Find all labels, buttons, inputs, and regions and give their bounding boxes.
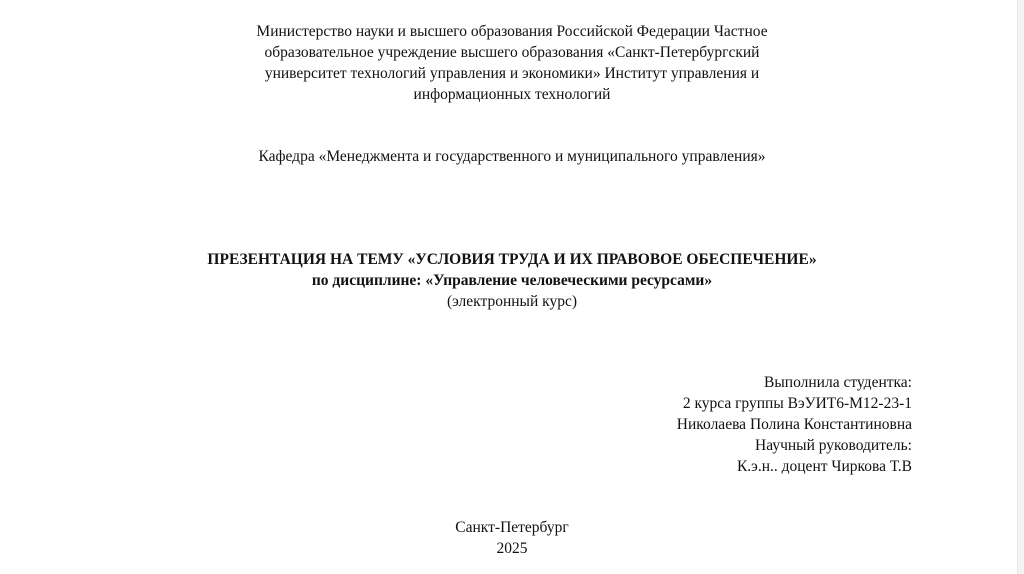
supervisor-name: К.э.н.. доцент Чиркова Т.В: [736, 458, 912, 475]
title-block: [0, 249, 1024, 312]
author-name: Николаева Полина Константиновна: [676, 416, 912, 433]
organization-header: [0, 21, 1024, 105]
course-type: (электронный курс): [447, 293, 577, 310]
organization-line: информационных технологий: [413, 86, 611, 103]
supervisor-label: Научный руководитель:: [755, 437, 912, 454]
organization-line: образовательное учреждение высшего образования «Санкт-Петербургский: [264, 44, 760, 61]
department-line: [0, 146, 1024, 167]
presentation-title: ПРЕЗЕНТАЦИЯ НА ТЕМУ «УСЛОВИЯ ТРУДА И ИХ ПРАВОВОЕ ОБЕСПЕЧЕНИЕ»: [207, 251, 817, 268]
department-text: Кафедра «Менеджмента и государственного и муниципального управления»: [258, 148, 766, 165]
footer-year: 2025: [496, 540, 528, 557]
footer-block: [0, 517, 1024, 559]
author-label: Выполнила студентка:: [764, 374, 912, 391]
page-edge: [1017, 0, 1024, 574]
author-block: [677, 372, 912, 477]
discipline-line: по дисциплине: «Управление человеческими ресурсами»: [311, 272, 713, 289]
organization-line: университет технологий управления и экономики» Институт управления и: [264, 65, 760, 82]
organization-line: Министерство науки и высшего образования Российской Федерации Частное: [256, 23, 768, 40]
footer-city: Санкт-Петербург: [455, 519, 569, 536]
author-group: 2 курса группы ВэУИТ6-М12-23-1: [682, 395, 912, 412]
